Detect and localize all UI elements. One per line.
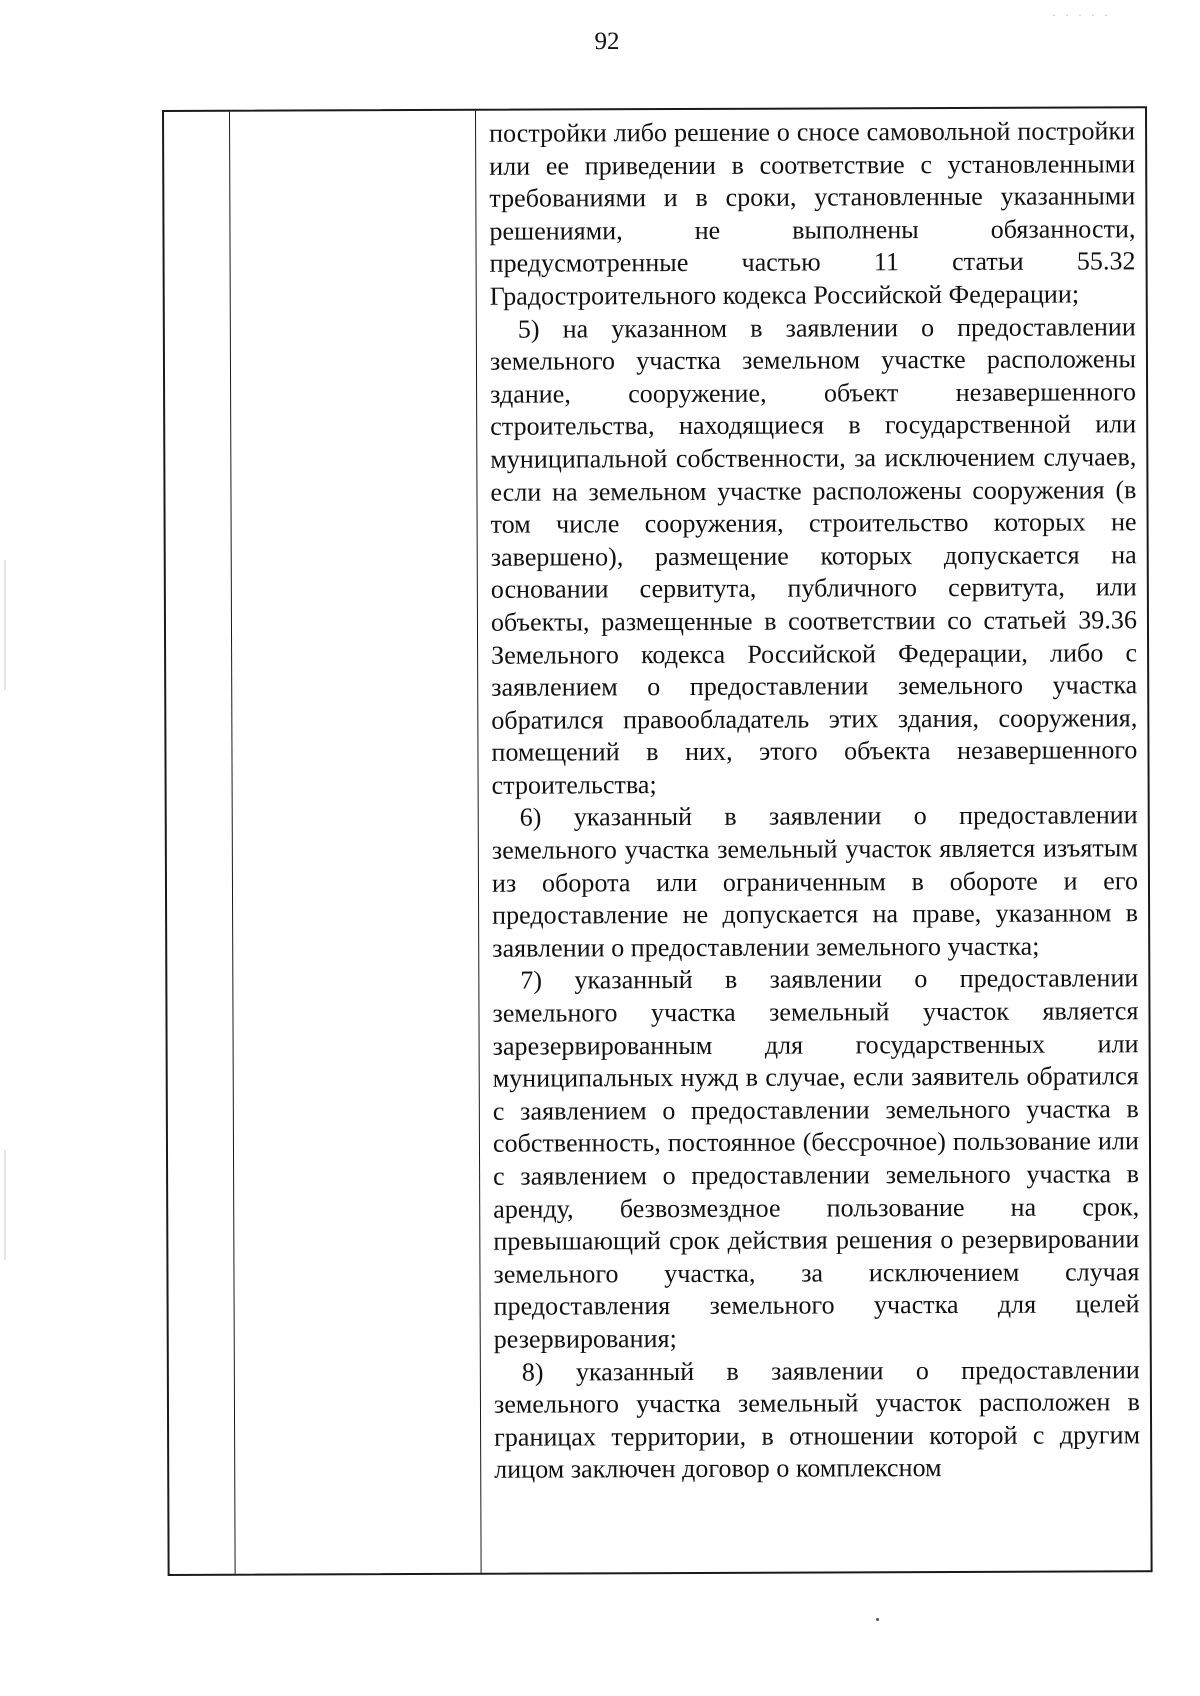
scan-artifact-dots: · · · · · [1052,8,1111,22]
paragraph-item-8: 8) указанный в заявлении о предоставлении земельного участка земельный участок расположен в границах территории, в отношении которой с другим лицом заключен договор о комплексном [493,1354,1141,1485]
scan-margin-mark [4,1150,6,1260]
paragraph-item-5: 5) на указанном в заявлении о предоставлении земельного участка земельном участке расположены здание, сооружение, объект незавершенного строительства, находящиеся в государственной или муниципальной собственности, за исключением случаев, если на земельном участке расположены сооружения (в том числе сооружения, строительство которых не завершено), размещение которых допускается на основании сервитута, публичного сервитута, или объекты, размещенные в соответствии со статьей 39.36 Земельного кодекса Российской Федерации, либо с заявлением о предоставлении земельного участка обратился правообладатель этих здания, сооружения, помещений в них, этого объекта незавершенного строительства; [489,311,1138,800]
table-column-divider [475,111,482,1573]
document-table [162,106,1153,1576]
paragraph-item-6: 6) указанный в заявлении о предоставлении земельного участка земельный участок является изъятым из оборота или ограниченным в обороте и его предоставление не допускается на праве, указанном в заявлении о предоставлении земельного участка; [491,800,1139,963]
paragraph-continuation: постройки либо решение о сносе самовольной постройки или ее приведении в соответствие с установленными требованиями и в сроки, установленные указанными решениями, не выполнены обязанности, предусмотренные частью 11 статьи 55.32 Градостроительного кодекса Российской Федерации; [489,116,1136,311]
page-number: 92 [594,28,620,55]
paragraph-item-7: 7) указанный в заявлении о предоставлении земельного участка земельный участок является зарезервированным для государственных или муниципальных нужд в случае, если заявитель обратился с заявлением о предоставлении земельного участка в собственность, постоянное (бессрочное) пользование или с заявлением о предоставлении земельного участка в аренду, безвозмездное пользование на срок, превышающий срок действия решения о резервировании земельного участка, за исключением случая предоставления земельного участка для целей резервирования; [492,963,1140,1354]
scan-speck [876,1618,879,1621]
scan-margin-mark [4,560,6,690]
table-column-divider [229,112,236,1574]
table-text-cell [489,115,1140,1486]
